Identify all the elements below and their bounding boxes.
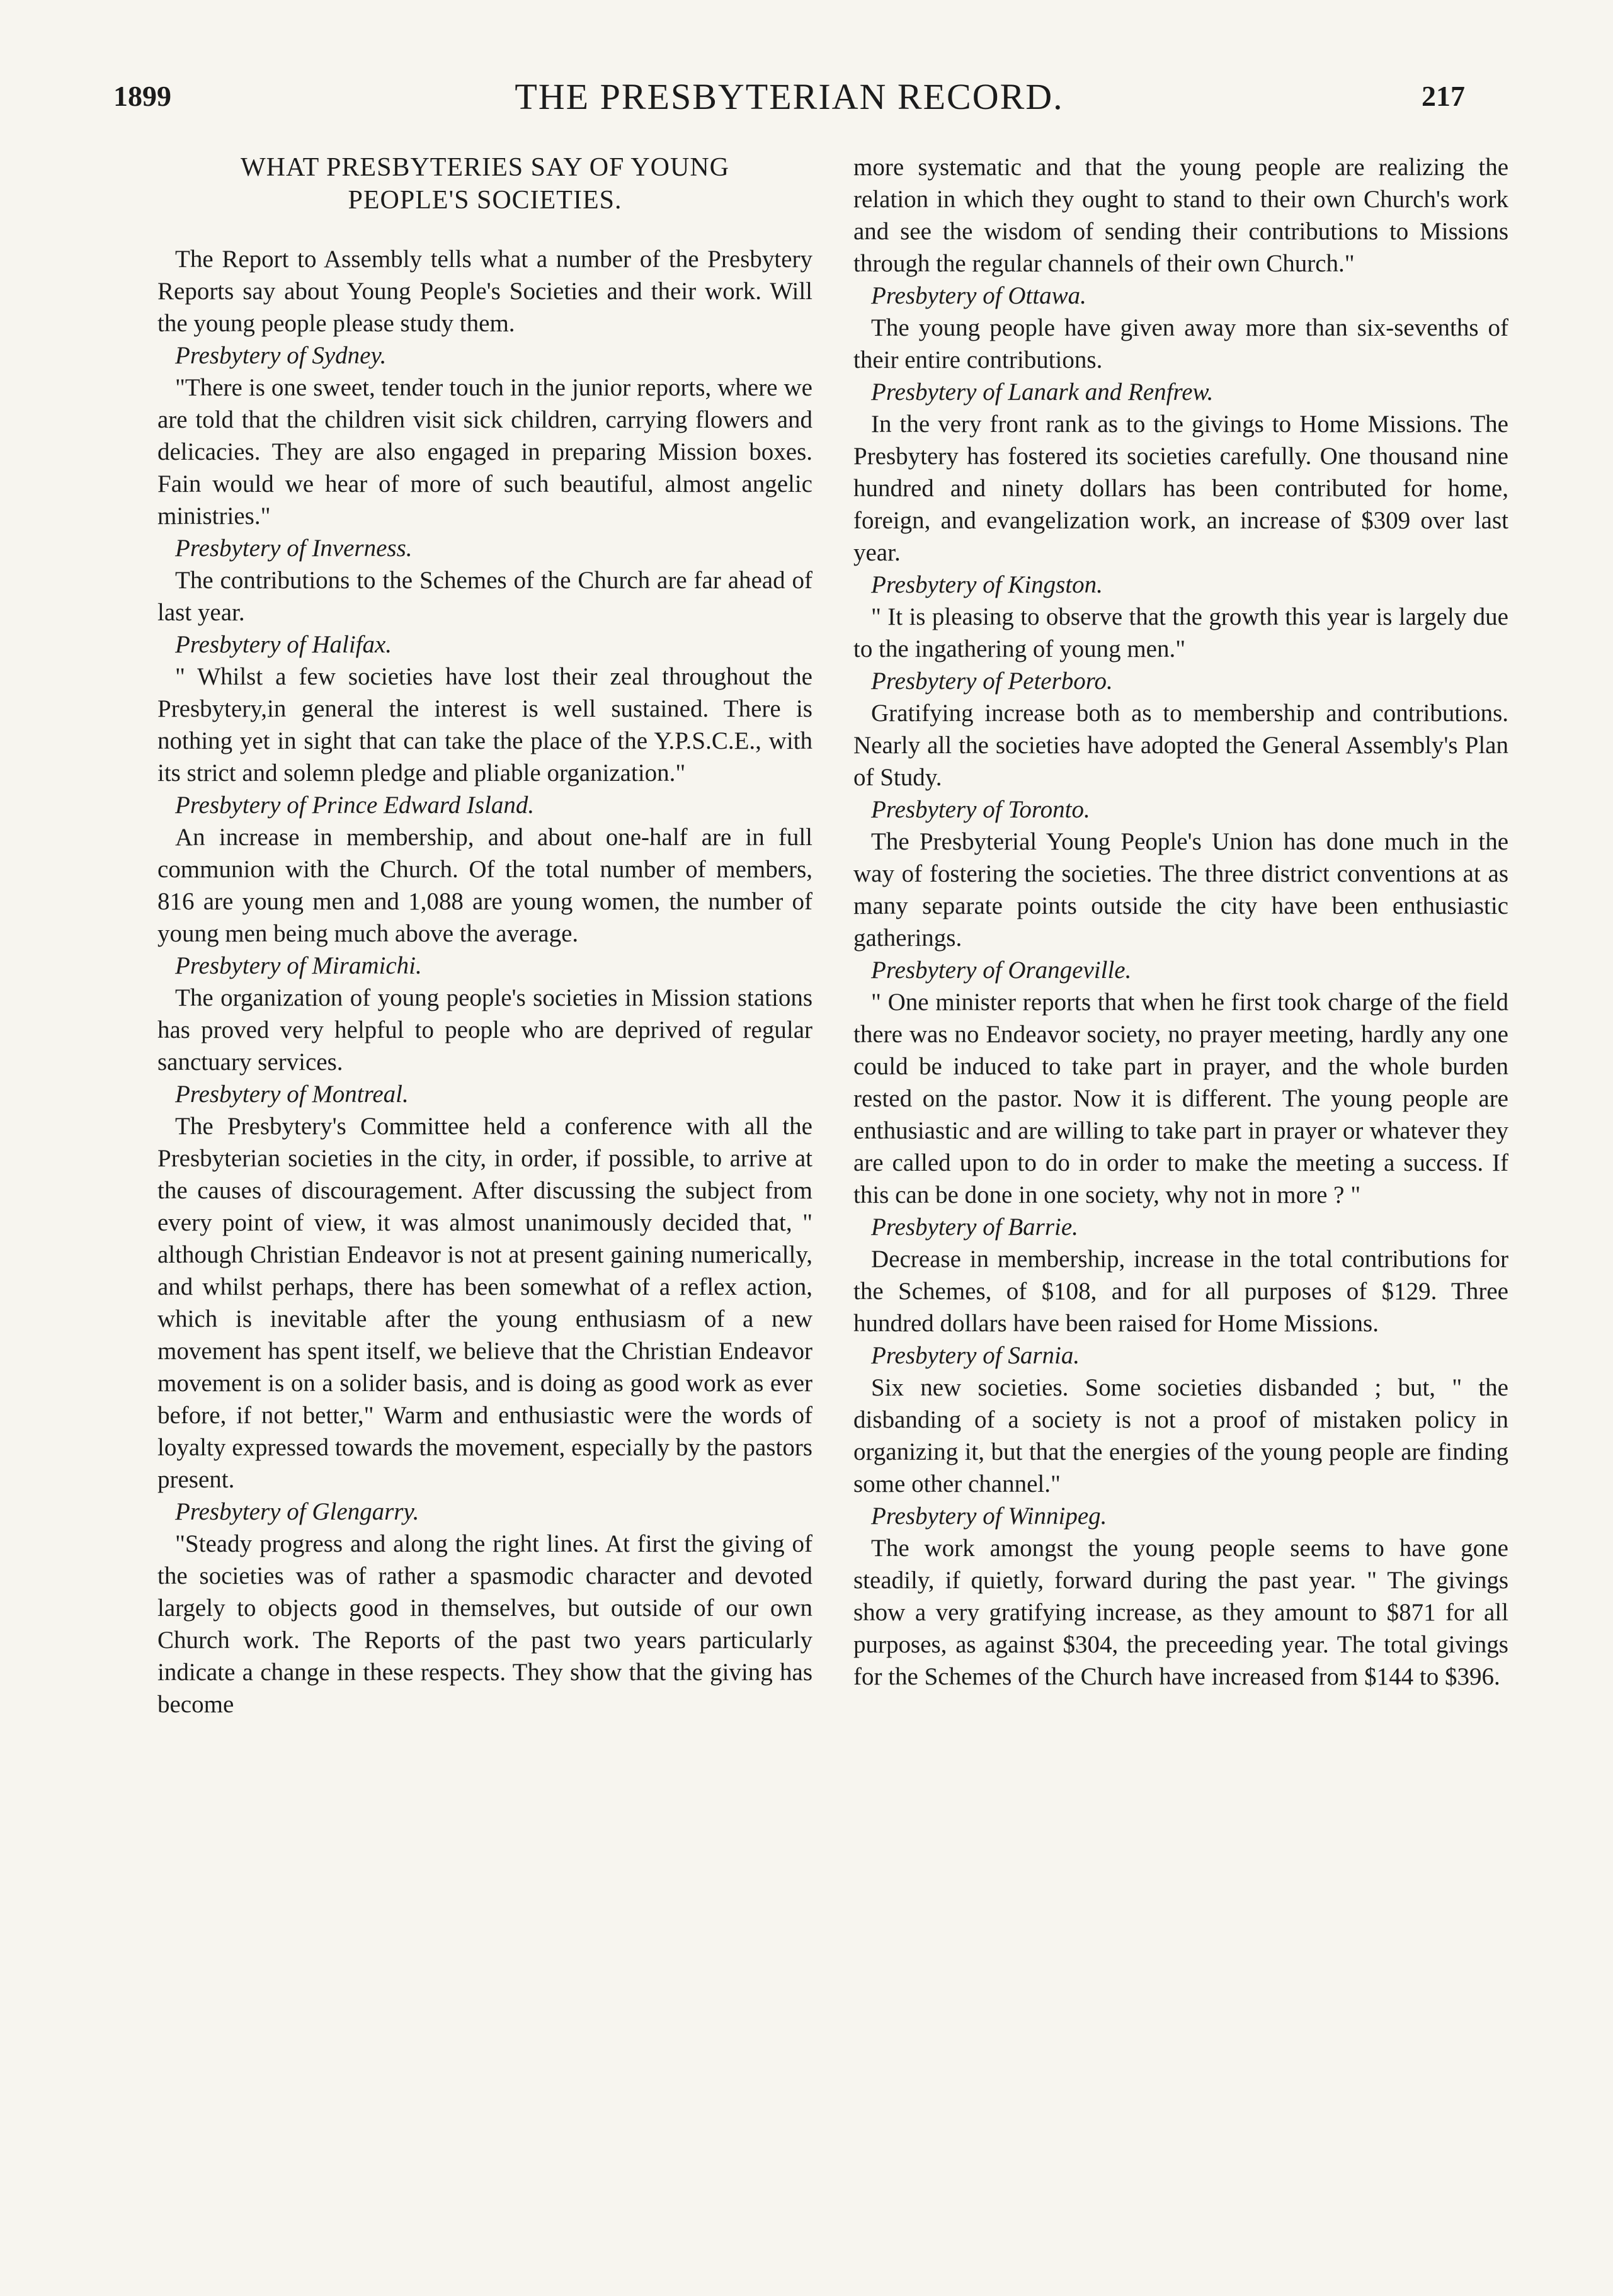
section-text-toronto: The Presbyterial Young People's Union has done much in the way of fostering the societies. The three district conventions at as many separate points outside the city have been enthusiastic gatherings. <box>853 828 1508 952</box>
section-title-kingston: Presbytery of Kingston. <box>871 571 1103 598</box>
left-column <box>157 151 812 1720</box>
section-text-ottawa: The young people have given away more than six-sevenths of their entire contributions. <box>853 314 1508 373</box>
section-title-peterboro: Presbytery of Peterboro. <box>871 668 1113 695</box>
section-title-inverness: Presbytery of Inverness. <box>175 535 413 562</box>
section-text-winnipeg: The work amongst the young people seems to have gone steadily, if quietly, forward during the past year. " The givings show a very gratifying increase, as they amount to $871 for all purposes, as against $304, the preceeding year. The total givings for the Schemes of the Church have increased from $144 to $396. <box>853 1535 1508 1690</box>
section-text-montreal: The Presbytery's Committee held a conference with all the Presbyterian societies in the city, in order, if possible, to arrive at the causes of discouragement. After discussing the subject from every point of view, it was almost unanimously decided that, " although Christian Endeavor is not at present gaining numerically, and whilst perhaps, there has been somewhat of a reflex action, which is inevitable after the young enthusiasm of a new movement has spent itself, we believe that the Christian Endeavor movement is on a solider basis, and is doing as good work as ever before, if not better," Warm and enthusiastic were the words of loyalty expressed towards the movement, especially by the pastors present. <box>157 1113 812 1493</box>
section-title-winnipeg: Presbytery of Winnipeg. <box>871 1503 1107 1530</box>
section-title-toronto: Presbytery of Toronto. <box>871 796 1090 823</box>
section-text-miramichi: The organization of young people's societies in Mission stations has proved very helpful to people who are deprived of regular sanctuary services. <box>157 984 812 1076</box>
section-title-sarnia: Presbytery of Sarnia. <box>871 1342 1080 1369</box>
publication-title: THE PRESBYTERIAN RECORD. <box>515 76 1064 117</box>
section-text-peterboro: Gratifying increase both as to membership and contributions. Nearly all the societies have adopted the General Assembly's Plan of Study. <box>853 700 1508 791</box>
section-text-pei: An increase in membership, and about one-half are in full communion with the Church. Of the total number of members, 816 are young men and 1,088 are young women, the number of young men being much above the average. <box>157 824 812 947</box>
section-text-sydney: "There is one sweet, tender touch in the junior reports, where we are told that the children visit sick children, carrying flowers and delicacies. They are also engaged in preparing Mission boxes. Fain would we hear of more of such beautiful, almost angelic ministries." <box>157 374 812 530</box>
section-title-halifax: Presbytery of Halifax. <box>175 631 392 658</box>
section-text-orangeville: " One minister reports that when he first took charge of the field there was no Endeavor society, no prayer meeting, hardly any one could be induced to take part in prayer, and the whole burden rested on the pastor. Now it is different. The young people are enthusiastic and are willing to take part in prayer or whatever they are called upon to do in order to make the meeting a success. If this can be done in one society, why not in more ? " <box>853 989 1508 1208</box>
section-title-pei: Presbytery of Prince Edward Island. <box>175 792 535 819</box>
section-title-ottawa: Presbytery of Ottawa. <box>871 282 1086 309</box>
section-text-sarnia: Six new societies. Some societies disbanded ; but, " the disbanding of a society is not a proof of mistaken policy in organizing it, but that the energies of the young people are finding some other channel." <box>853 1374 1508 1498</box>
section-text-glengarry-part1: "Steady progress and along the right lines. At first the giving of the societies was of rather a spasmodic character and devoted largely to objects good in themselves, but outside of our own Church work. The Reports of the past two years particularly indicate a change in these respects. They show that the giving has become <box>157 1530 812 1718</box>
right-column <box>853 151 1508 1693</box>
header-year: 1899 <box>113 80 171 112</box>
section-title-sydney: Presbytery of Sydney. <box>175 342 387 369</box>
section-title-miramichi: Presbytery of Miramichi. <box>175 952 422 979</box>
section-title-glengarry: Presbytery of Glengarry. <box>175 1498 419 1525</box>
section-title-barrie: Presbytery of Barrie. <box>871 1213 1078 1241</box>
section-text-kingston: " It is pleasing to observe that the growth this year is largely due to the ingathering of young men." <box>853 603 1508 662</box>
page-header <box>113 76 1465 132</box>
page-number: 217 <box>1422 80 1465 112</box>
article-heading <box>157 151 812 217</box>
section-title-lanark-renfrew: Presbytery of Lanark and Renfrew. <box>871 378 1214 406</box>
article-heading-line-1: WHAT PRESBYTERIES SAY OF YOUNG <box>241 153 729 182</box>
section-text-inverness: The contributions to the Schemes of the Church are far ahead of last year. <box>157 567 812 626</box>
section-text-halifax: " Whilst a few societies have lost their zeal throughout the Presbytery,in general the interest is well sustained. There is nothing yet in sight that can take the place of the Y.P.S.C.E., with its strict and solemn pledge and pliable organization." <box>157 663 812 787</box>
section-text-lanark-renfrew: In the very front rank as to the givings to Home Missions. The Presbytery has fostered its societies carefully. One thousand nine hundred and ninety dollars has been contributed for home, foreign, and evangelization work, an increase of $309 over last year. <box>853 411 1508 566</box>
section-text-glengarry-part2: more systematic and that the young people are realizing the relation in which they ought to stand to their own Church's work and see the wisdom of sending their contributions to Missions through the regular channels of their own Church." <box>853 154 1508 277</box>
section-text-barrie: Decrease in membership, increase in the total contributions for the Schemes, of $108, and for all purposes of $129. Three hundred dollars have been raised for Home Missions. <box>853 1246 1508 1337</box>
section-title-orangeville: Presbytery of Orangeville. <box>871 957 1132 984</box>
article-intro: The Report to Assembly tells what a number of the Presbytery Reports say about Young People's Societies and their work. Will the young people please study them. <box>157 246 812 337</box>
section-title-montreal: Presbytery of Montreal. <box>175 1081 409 1108</box>
article-heading-line-2: PEOPLE'S SOCIETIES. <box>348 186 622 215</box>
